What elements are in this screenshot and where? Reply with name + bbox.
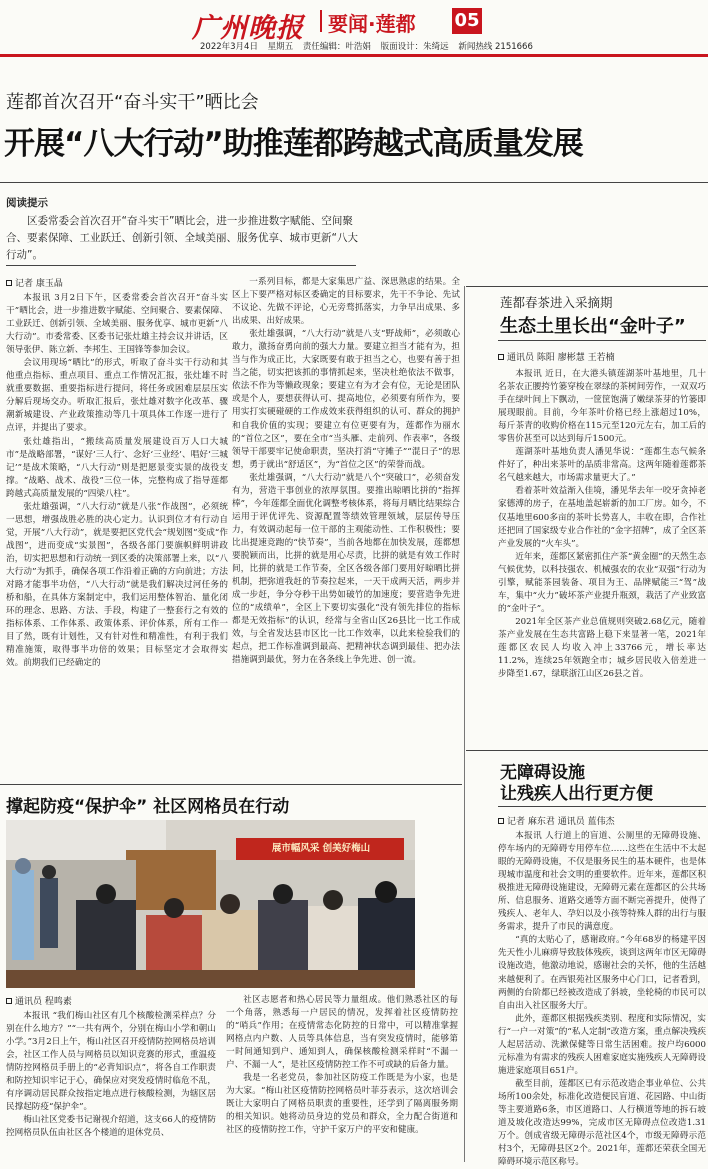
grid-col2-para: 我是一名老党员，参加社区防疫工作既是为小家，也是为大家。“梅山社区疫情防控网格员叶菲芬表示，这次培训会既让大家明白了网格员职责的重要性，还学到了隔离服务期的相关知识。她将动员身边的党员和群众，全力配合街道和社区的疫情防控工作，守护千家万户的平安和健康。 — [226, 1073, 458, 1136]
photo-banner-text: 展市幅风采 创美好梅山 — [271, 843, 371, 854]
barrier-headline-1: 无障碍设施 — [500, 763, 585, 783]
grid-training-photo — [6, 820, 415, 988]
tea-headline: 生态土里长出“金叶子” — [500, 316, 686, 337]
main-col1-para: 会议用现场“晒比”的形式，听取了奋斗实干行动和其他重点指标、重点项目、重点工作情况汇报，张灶雄不时就重要数据、重要指标进行提问，将任务或困难层层压实分解后现场交办。听取汇报后，张灶雄对数字化改革、骤潮新城建设、产业政策推动等几十项具体工作逐一进行了点评，并提出了要求。 — [6, 358, 228, 434]
main-byline-text: 记者 康玉晶 — [15, 279, 63, 289]
designer: 版面设计：朱绮远 — [380, 42, 449, 52]
summary-text: 区委常委会首次召开“奋斗实干”晒比会，进一步推进数字赋能、空间聚合、要素保障、工业跃迁、创新引领、全域美丽、服务优享、城市更新“八大行动”。 — [6, 215, 358, 261]
barrier-byline-text: 记者 麻东君 通讯员 蓝伟杰 — [507, 817, 615, 827]
tea-head-rule — [498, 340, 706, 341]
byline-square-icon — [498, 354, 504, 360]
grid-headline: 撑起防疫“保护伞” 社区网格员在行动 — [6, 797, 290, 817]
grid-column-2 — [226, 994, 458, 1160]
section-title: 要闻·莲都 — [328, 12, 416, 36]
grid-col1-para: 梅山社区党委书记谢视介绍道，这支66人的疫情防控网格员队伍由社区各个楼道的退休党员、 — [6, 1115, 216, 1139]
hotline: 新闻热线 2151666 — [458, 42, 533, 52]
main-col1-para: 张灶雄强调，“八大行动”就是八张“作战图”，必须统一思想，增强战胜必胜的决心定力。认识到位才有行动自觉，开展“八大行动”，就是要把区党代会“规划图”变成“作战图”，进而变成“实景图”，各级各部门要旗帜鲜明讲政治，切实把思想和行动统一到区委的决策部署上来，以“八大行动”为抓手，确保各项工作沿着正确的方向前进；方法对路才能事半功倍，“八大行动”就是我们解决过河任务的桥和船，在具体方案制定中，我们运用整体智治、量化闭环的理念、思路、方法、手段，构建了一整套行之有效的指标体系、工作体系、政策体系、评价体系，所有工作一目了然，既有计划性，又有针对性和精准性，有利于我们精准施策，取得事半功倍的效果；目标坚定才会取得实效。前期我们已经确定的 — [6, 501, 228, 669]
newspaper-logo: 广州晚报 — [192, 13, 304, 44]
byline-square-icon — [6, 998, 12, 1004]
issue-date: 2022年3月4日 — [200, 42, 258, 52]
main-col2-para: 张灶雄强调，“八大行动”就是八支“野战师”，必须敢心敢力，激扬奋勇向前的强大力量。要建立担当才能有为，担当与作为成正比，大家既要有敢于担当之心，也要有善于担当之能，切实把该抓的事情抓起来，坚决杜绝依法不做事，依法不作为等懒政现象；要建立有为才会有位，无论是团队或是个人，要想获得认可、提高地位，必须要有所作为，要用实打实硬碰硬的工作成效来获得组织的认可、群众的拥护和自我价值的实现；要建立有位更要有为，莲都作为丽水的“首位之区”，要在全市“当头雁、走前列、作表率”，各级领导干部要牢记使命职责，坚决打消“守摊子”“混日子”的思想，勇于就出“舒适区”，为“首位之区”的荣誉而战。 — [232, 329, 460, 470]
headline-rule — [0, 182, 708, 183]
tea-top-rule — [466, 286, 708, 287]
tea-para: 看着茶叶效益渐入佳境，潘见华去年一咬牙贪掉老家德溥的房子，在基地盖起崭新的加工厂房。如今，不仅基地里600多亩的茶叶长势喜人，丰收在即，合作社还把回了国家级专业合作社的“金字招牌”，成了全区茶产业发展的“火车头”。 — [498, 486, 706, 549]
barrier-para: 截至目前，莲都区已有示范改造企事业单位、公共场所100余处，标准化改造便民盲道、花园路、中山街等主要道路6条，市区道路口、人行横道等地的拆石坡道及坡化改造达99%，完成市区无障碍点位改造1.31万个。创成省级无障碍示范社区4个，市级无障碍示范村3个，无障碍县区2个。2021年，莲都还荣获全国无障碍环境示范区称号。 — [498, 1078, 706, 1168]
tea-byline — [498, 350, 615, 363]
column-divider — [464, 286, 465, 1162]
main-col1-para: 本报讯 3月2日下午，区委常委会首次召开“奋斗实干”晒比会，进一步推进数字赋能、空间聚合、要素保障、工业跃迁、创新引领、全域美丽、服务优享、城市更新“八大行动”。市委常委、区委书记张灶雄主持会议并讲话，区领导张伊、陈立新、李邦生、王国锋等参加会议。 — [6, 293, 228, 356]
tea-para: 莲湖茶叶基地负责人潘见华说：“莲都生态气候条件好了，种出来茶叶的品质非常高。这两年随着莲都茶名气越来越大，市场需求量更大了。” — [498, 447, 706, 484]
page-number: 05 — [452, 8, 482, 34]
barrier-top-rule — [466, 750, 708, 751]
grid-col1-para: 本报讯 “我们梅山社区有几个核酸检测采样点？分别在什么地方？”“一共有两个，分别在梅山小学和朝山小学。”3月2日上午，梅山社区召开疫情防控网格员培训会，社区工作人员与网格员以知识竞赛的形式，重温疫情防控网格员手册上的“必背知识点”，将各自工作职责和防控知识牢记于心，确保应对突发疫情时临危不乱，有序调动居民群众按指定地点进行核酸检测，为辖区居民撑起防疫“保护伞”。 — [6, 1011, 216, 1113]
main-byline — [6, 276, 63, 289]
editor: 责任编辑：叶浩娟 — [302, 42, 371, 52]
main-col2-para: 张灶雄强调，“八大行动”就是八个“突破口”，必须奋发有为，营造干事创业的浓厚氛围。要推出晾晒比拼的“指挥棒”，今年莲都全面优化调整考核体系，将每月晒比结果综合运用于评优评先、资源配置等绩效管理领域，层层传导压力，有效调动起每一位干部的主观能动性、工作积极性；要比出提速竞跑的“快节奏”，当前各地都在加快发展，莲都想要脱颖而出，比拼的就是用心尽责，比拼的就是有效工作时间，比拼的就是工作节奏，全区各级各部门要用好晾晒比拼机制，把弥道我赶的节奏拉起来，一天干成两天活，两步并成一步赶，争分夺秒干出势如破竹的加速度；要营造争先进位的“成绩单”，全区上下要切实强化“没有领先排位的指标都是无效指标”的认识，经常与全省山区26县比一比工作成效，与全省发达县市区比一比工作效率，以此来检验我们的起点，把工作标准调到最高、把精神状态调到最佳、把办法措施调到最优，努力在各条线上争先进、创一流。 — [232, 472, 460, 666]
masthead — [0, 0, 708, 52]
tea-body — [498, 368, 706, 742]
barrier-para: 此外，莲都区根据残疾类别、程度和实际情况，实行“一户一对策”的“私人定制”改造方案，重点解决残疾人起居活动、洗漱保健等日常生活困难。按户均6000元标准为有需求的残疾人困难家庭实施残疾人无障碍设施进家庭项目651户。 — [498, 1013, 706, 1076]
grid-byline — [6, 994, 72, 1007]
tea-kicker: 莲都春茶进入采摘期 — [500, 295, 613, 310]
main-headline: 开展“八大行动”助推莲都跨越式高质量发展 — [4, 126, 583, 162]
barrier-body — [498, 830, 706, 1168]
byline-square-icon — [6, 280, 12, 286]
main-col1-para: 张灶雄指出，“搬续高质量发展建设百万人口大城市”是战略部署，“谋好‘三人行’、念好‘三业经’、唱好‘三城记’”是战术策略，“八大行动”则是把愿景变实景的战役支撑。“战略、战术、战役”三位一体，完整构成了指导莲都跨越式高质量发展的“四梁八柱”。 — [6, 436, 228, 499]
tea-byline-text: 通讯员 陈阳 廖彬慧 王若楠 — [507, 353, 615, 363]
grid-column-1 — [6, 1010, 216, 1160]
summary-rule — [6, 265, 356, 266]
masthead-rule — [0, 54, 708, 57]
barrier-para: 本报讯 人行道上的盲道、公厕里的无障碍设施、停车场内的无障碍专用停车位……这些在生活中不太起眼的无障碍设施，不仅是服务民生的基本硬件，也是体现城市温度和社会文明的重要软件。近年来，莲都区积极推进无障碍设施建设，无障碍元素在莲都区的公共场所、信息服务、道路交通等方面不断完善提升，使得了残疾人、老年人、孕妇以及小孩等特殊人群的出行与服务需求，提升了市民的满意度。 — [498, 831, 706, 933]
tea-para: 2021年全区茶产业总值规则突破2.68亿元，随着茶产业发展在生态共富路上稳下来显著一笔，2021年莲都区农民人均收入冲上33766元，增长率达11.2%，连续25年领跑全市；城乡居民收入倍差进一步降至1.67，绿联浙江山区26县之首。 — [498, 616, 706, 680]
byline-square-icon — [498, 818, 504, 824]
masthead-divider — [320, 10, 322, 32]
tea-para: 本报讯 近日，在大港头镇莲湖茶叶基地里，几十名茶农正腰挎竹篓穿梭在翠绿的茶树间劳作，一双双巧手在绿叶间上下飘动，一筐筐饱满了嫩绿茶芽的竹篓即展现眼前。目前，今年茶叶价格已经上涨超过10%，每斤茶青的收购价格在115元至120元左右，加工后的零售价甚至可以达到每斤1500元。 — [498, 369, 706, 445]
tea-para: 近年来，莲都区紧密抓住产茶“黄金圈”的天然生态气候优势，以科技强农、机械强农的农业“双强”行动为引擎，赋能茶园装备、项目为王、品牌赋能三“驾”战车，集中“火力”破坏茶产业提升瓶颈，栽活了产业致富的“金叶子”。 — [498, 551, 706, 614]
barrier-byline — [498, 814, 615, 827]
main-kicker: 莲都首次召开“奋斗实干”晒比会 — [6, 92, 259, 113]
main-col2-para: 一系列目标，都是大家集思广益、深思熟虑的结果。全区上下要严格对标区委确定的目标要求，先干不争论、先试不议论、先做不评论，心无旁骛抓落实，力争早出成果、多出成果、出好成果。 — [232, 277, 460, 327]
barrier-head-rule — [498, 806, 706, 807]
summary-label: 阅读提示 — [6, 197, 48, 209]
grid-byline-text: 通讯员 程鸣素 — [15, 997, 72, 1007]
weekday: 星期五 — [267, 42, 294, 52]
main-column-2 — [232, 276, 460, 791]
grid-col2-para: 社区志愿者和热心居民等力量组成。他们熟悉社区的每一个角落，熟悉每一户居民的情况，发挥着社区疫情防控的“哨兵”作用；在疫情常态化防控的日常中，可以精准掌握网格点内户数、人员等具体信息，当有突发疫情时，能够第一时间通知到户、通知到人，确保核酸检测采样时“不漏一户、不漏一人”，是社区疫情防控工作不可或缺的后备力量。 — [226, 995, 458, 1071]
edition-info — [200, 40, 540, 52]
barrier-para: “真的太贴心了，感谢政府。”今年68岁的杨建平因先天性小儿麻痹导致肢体残疾，谈到这两年市区无障碍设施改造，他激动地说，感谢社会的关怀，他的生活越来越便利了。在西银苑社区服务中心门口，记者看到，两侧的台阶都已经被改造成了斜坡，坐轮椅的市民可以自由出入社区服务大厅。 — [498, 935, 706, 1011]
barrier-headline-2: 让残疾人出行更方便 — [500, 784, 653, 804]
grid-top-rule — [0, 784, 462, 785]
main-column-1 — [6, 292, 228, 792]
